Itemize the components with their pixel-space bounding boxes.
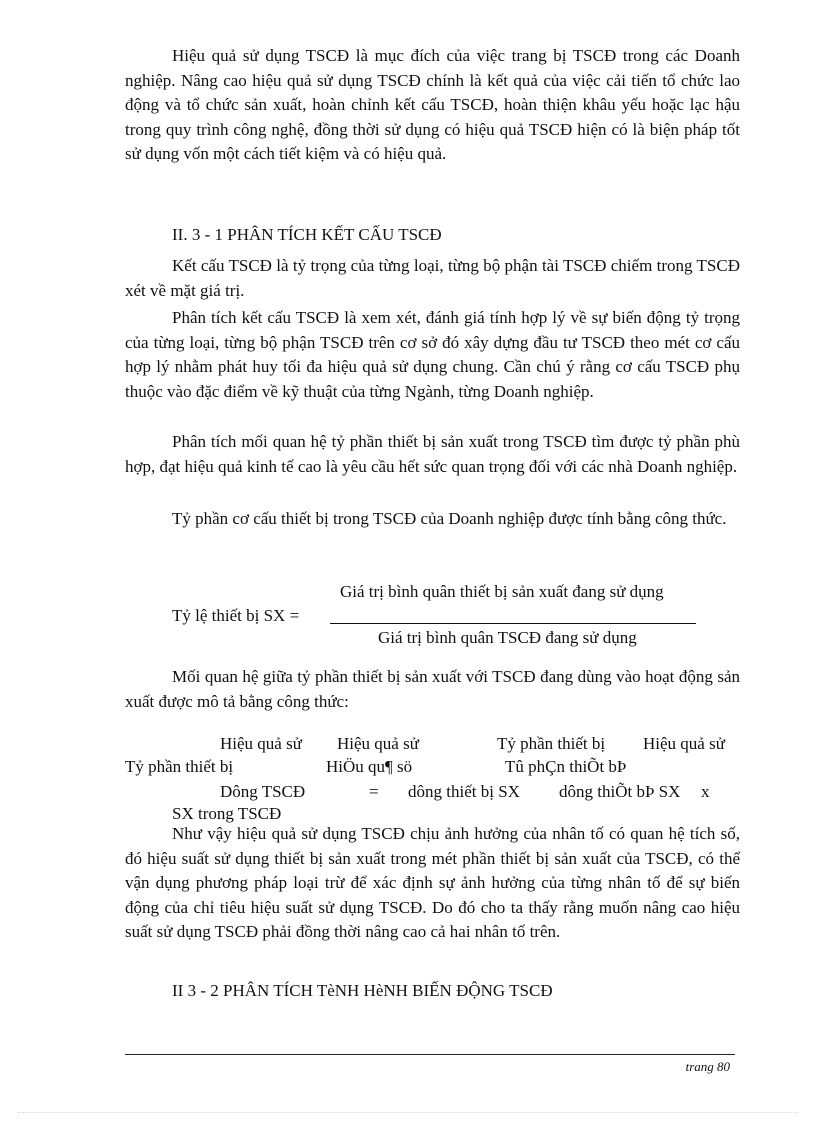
paragraph-intro: Hiệu quả sử dụng TSCĐ là mục đích của việc trang bị TSCĐ trong các Doanh nghiệp. Nâng cao hiệu quả sử dụng TSCĐ chính là kết quả của việc cải tiến tổ chức lao động và tổ chức sản xuất, hoàn chỉnh kết cấu TSCĐ, hoàn thiện khâu yếu hoặc lạc hậu trong quy trình công nghệ, đồng thời sử dụng có hiệu quả TSCĐ hiện có là biện pháp tốt sử dụng vốn một cách tiết kiệm và có hiệu quả. xyxy=(125,46,740,163)
formula-numerator: Giá trị bình quân thiết bị sản xuất đang sử dụng xyxy=(340,582,664,601)
formula-term-dong-tscd: Dông TSCĐ xyxy=(220,782,306,801)
formula-term-sx-trong: SX trong TSCĐ xyxy=(172,804,282,823)
formula-term-hq2: Hiệu quả sử xyxy=(337,734,419,753)
formula-term-dong-garbled: dông thiÕt bÞ SX xyxy=(559,782,681,801)
formula-term-hq3: Hiệu quả sử xyxy=(643,734,725,753)
formula-label: Tỷ lệ thiết bị SX = xyxy=(172,606,300,625)
formula-term-garbled2: Tû phÇn thiÕt bÞ xyxy=(505,757,627,776)
formula-term-hq1: Hiệu quả sử xyxy=(220,734,302,753)
paragraph-formula-intro: Tỷ phần cơ cấu thiết bị trong TSCĐ của Doanh nghiệp được tính bằng công thức. xyxy=(172,509,727,528)
formula-term-tp-left: Tỷ phần thiết bị xyxy=(125,757,234,776)
paragraph-structure-definition: Kết cấu TSCĐ là tỷ trọng của từng loại, từng bộ phận tài TSCĐ chiếm trong TSCĐ xét về mặt giá trị. xyxy=(125,256,740,300)
formula-times: x xyxy=(701,782,710,801)
formula-denominator: Giá trị bình quân TSCĐ đang sử dụng xyxy=(378,628,637,647)
paragraph-equipment-ratio: Phân tích mối quan hệ tỷ phần thiết bị sản xuất trong TSCĐ tìm được tỷ phần phù hợp, đạt hiệu quả kinh tế cao là yêu cầu hết sức quan trọng đối với các nhà Doanh nghiệp. xyxy=(125,432,740,476)
paragraph-conclusion: Như vậy hiệu quả sử dụng TSCĐ chịu ảnh hưởng của nhân tố có quan hệ tích số, đó hiệu suất sử dụng thiết bị sản xuất trong mét phần thiết bị sản xuất của TSCĐ, có thể vận dụng phương pháp loại trừ để xác định sự ảnh hưởng của từng nhân tố để sự biến động của chỉ tiêu hiệu suất sử dụng TSCĐ. Do đó cho ta thấy rằng muốn nâng cao hiệu suất sử dụng TSCĐ phải đồng thời nâng cao cả hai nhân tố trên. xyxy=(125,824,740,941)
formula-term-dong-tbsx: dông thiết bị SX xyxy=(408,782,520,801)
page-number: trang 80 xyxy=(685,1059,730,1074)
section-heading-ii-3-2: II 3 - 2 PHÂN TÍCH TèNH HèNH BIẾN ĐỘNG TSCĐ xyxy=(172,981,553,1000)
paragraph-structure-analysis: Phân tích kết cấu TSCĐ là xem xét, đánh giá tính hợp lý về sự biến động tỷ trọng của từng loại, từng bộ phận TSCĐ trên cơ sở đó xây dựng đầu tư TSCĐ theo mét cơ cấu hợp lý nhằm phát huy tối đa hiệu quả sử dụng chung. Cần chú ý rằng cơ cấu TSCĐ phụ thuộc vào đặc điểm về kỹ thuật của từng Ngành, từng Doanh nghiệp. xyxy=(125,308,740,401)
formula-term-tp: Tỷ phần thiết bị xyxy=(497,734,606,753)
page-edge xyxy=(18,1112,798,1113)
formula-term-garbled1: HiÖu qu¶ sö xyxy=(326,757,413,776)
fraction-bar xyxy=(330,623,696,624)
section-heading-ii-3-1: II. 3 - 1 PHÂN TÍCH KẾT CẤU TSCĐ xyxy=(172,225,442,244)
footer-rule xyxy=(125,1054,735,1055)
formula-equals: = xyxy=(369,782,379,801)
paragraph-relationship-intro: Mối quan hệ giữa tỷ phần thiết bị sản xuất với TSCĐ đang dùng vào hoạt động sản xuất được mô tả bằng công thức: xyxy=(125,667,740,711)
